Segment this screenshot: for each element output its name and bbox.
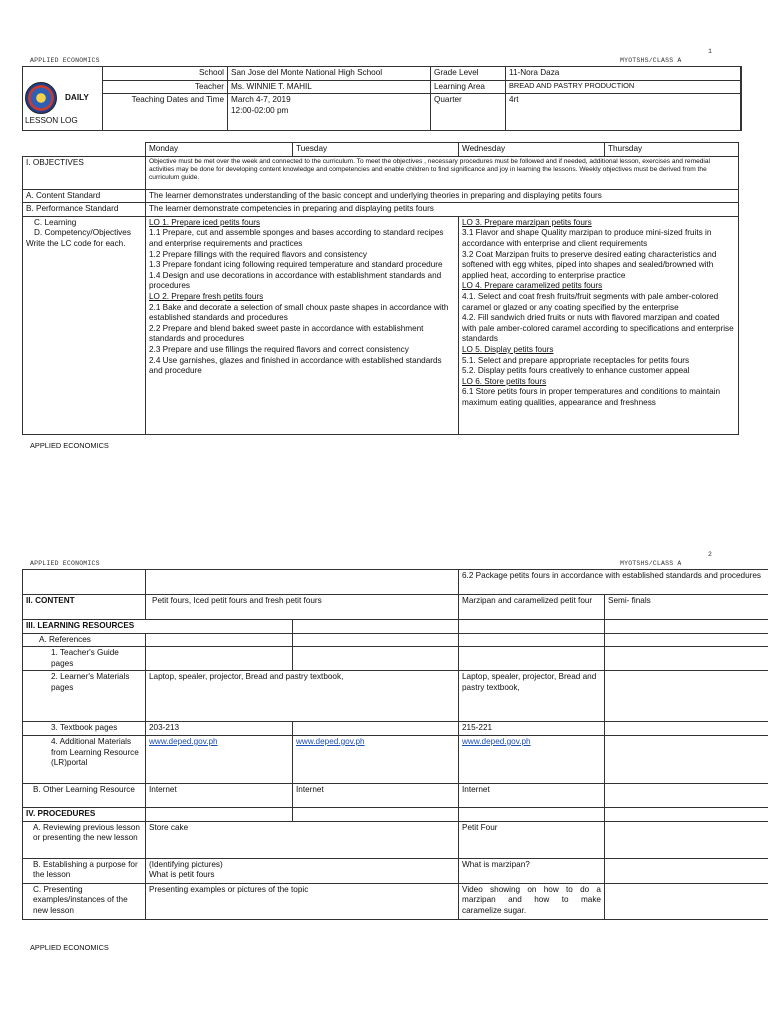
performance-standard-text: The learner demonstrate competencies in preparing and displaying petits fours [146,203,739,217]
lo-item: 5.1. Select and prepare appropriate receptacles for petits fours [462,355,690,365]
deped-link-tuesday[interactable]: www.deped.gov.ph [296,736,365,746]
lo-item: 2.4 Use garnishes, glazes and finished in accordance with established standards and procedure [149,355,442,376]
day-monday: Monday [146,143,293,157]
learners-materials-wednesday: Laptop, spealer, projector, Bread and pastry textbook, [459,671,605,722]
objectives-table [22,142,739,435]
page-number: 1 [708,48,713,55]
school-seal-icon [25,82,57,114]
quarter-value: 4rt [506,94,741,131]
objectives-text: Objective must be met over the week and connected to the curriculum. To meet the objectives , necessary procedures must be followed and if needed, additional lesson, exercises and remedial activities may be done for developing content knowledge and competencies and enable children to find significance and joy in learning the lessons. Weekly objectives must be derived from the curriculum guide. [146,156,739,189]
lo-heading: LO 1. Prepare iced petits fours [149,217,261,227]
empty-cell [146,570,459,595]
lo-heading: LO 4. Prepare caramelized petits fours [462,281,603,291]
lo-item: 2.2 Prepare and blend baked sweet paste in accordance with establishment standards and procedures [149,323,424,344]
lo-heading: LO 5. Display petits fours [462,344,554,354]
info-table [102,66,741,131]
procedure-c-monday: Presenting examples or pictures of the topic [146,883,459,919]
content-label: II. CONTENT [23,595,146,620]
competency-label: D. Competency/Objectives [34,228,131,238]
day-tuesday: Tuesday [293,143,459,157]
procedure-b-label: B. Establishing a purpose for the lesson [23,858,146,883]
learning-objectives-right [459,216,739,434]
lo-item: 1.4 Design and use decorations in accordance with establishment standards and procedures [149,270,442,291]
school-label: School [103,67,228,81]
deped-link-monday[interactable]: www.deped.gov.ph [149,736,218,746]
lo-heading: LO 3. Prepare marzipan petits fours [462,217,592,227]
page-number: 2 [708,551,713,558]
lo-item: 1.1 Prepare, cut and assemble sponges and bases according to standard recipes and enterprise requirements and practices [149,228,444,248]
learners-materials-monday: Laptop, spealer, projector, Bread and pastry textbook, [146,671,459,722]
learning-resources-label: III. LEARNING RESOURCES [23,620,146,634]
lc-code-label: Write the LC code for each. [26,238,126,248]
content-table [22,569,768,920]
daily-label: DAILY [65,93,89,102]
procedure-c-label: C. Presenting examples/instances of the new lesson [23,883,146,919]
content-wednesday: Marzipan and caramelized petit four [459,595,605,620]
other-resources-wednesday: Internet [459,783,605,807]
lo-item: 4.2. Fill sandwich dried fruits or nuts with flavored marzipan and coated with pale amber-colored caramel according to specifications and enterprise standards [462,313,734,344]
grade-value: 11-Nora Daza [506,67,741,81]
textbook-pages-label: 3. Textbook pages [23,722,146,736]
textbook-pages-wednesday: 215-221 [459,722,605,736]
other-resources-label: B. Other Learning Resource [23,783,146,807]
procedure-a-label: A. Reviewing previous lesson or presenting the new lesson [23,821,146,858]
lo-heading: LO 2. Prepare fresh petits fours [149,291,264,301]
days-corner [23,143,146,157]
carry-over-text: 6.2 Package petits fours in accordance with established standards and procedures [459,570,768,595]
content-monday: Petit fours, Iced petit fours and fresh petit fours [146,595,459,620]
time-line: 12:00-02:00 pm [231,105,289,115]
lo-heading: LO 6. Store petits fours [462,376,547,386]
procedures-label: IV. PROCEDURES [23,807,146,821]
deped-link-wednesday[interactable]: www.deped.gov.ph [462,736,531,746]
lo-item: 1.2 Prepare fillings with the required flavors and consistency [149,249,367,259]
empty-cell [23,570,146,595]
other-resources-monday: Internet [146,783,293,807]
dates-value [228,94,431,131]
learning-label: C. Learning [34,217,77,227]
procedure-c-wednesday: Video showing on how to do a marzipan and how to make caramelize sugar. [459,883,605,919]
grade-label: Grade Level [431,67,506,81]
day-thursday: Thursday [605,143,739,157]
procedure-b-monday [146,858,459,883]
teachers-guide-label: 1. Teacher's Guide pages [23,647,146,671]
lo-item: 6.1 Store petits fours in proper temperatures and conditions to maintain maximum eating qualities, appearance and freshness [462,387,721,407]
area-label: Learning Area [431,80,506,94]
procedure-a-monday: Store cake [146,821,459,858]
header-right: MYOTSHS/CLASS A [620,57,682,64]
learning-objectives-left [146,216,459,434]
teacher-value: Ms. WINNIE T. MAHIL [228,80,431,94]
additional-materials-label: 4. Additional Materials from Learning Resource (LR)portal [23,735,146,783]
header-left: APPLIED ECONOMICS [30,560,100,567]
quarter-label: Quarter [431,94,506,131]
other-resources-tuesday: Internet [293,783,459,807]
day-wednesday: Wednesday [459,143,605,157]
lo-item: 5.2. Display petits fours creatively to enhance customer appeal [462,366,690,376]
procedure-a-wednesday: Petit Four [459,821,605,858]
procedure-b-line-1: (Identifying pictures) [149,859,223,869]
content-thursday: Semi- finals [605,595,768,620]
area-value: BREAD AND PASTRY PRODUCTION [506,80,741,94]
teacher-label: Teacher [103,80,228,94]
content-standard-text: The learner demonstrates understanding of the basic concept and underlying theories in preparing and displaying petits fours [146,189,739,203]
learners-materials-label: 2. Learner's Materials pages [23,671,146,722]
school-value: San Jose del Monte National High School [228,67,431,81]
performance-standard-label: B. Performance Standard [23,203,146,217]
lo-item: 2.1 Bake and decorate a selection of small choux paste shapes in accordance with established standards and procedures [149,302,449,323]
dates-line: March 4-7, 2019 [231,95,291,105]
textbook-pages-monday: 203-213 [146,722,293,736]
content-standard-label: A. Content Standard [23,189,146,203]
lo-item: 4.1. Select and coat fresh fruits/fruit segments with pale amber-colored caramel or glazed or any coating specified by the enterprise [462,291,719,312]
lesson-log-label: LESSON LOG [25,116,78,125]
procedure-b-line-2: What is petit fours [149,870,215,880]
lo-item: 3.1 Flavor and shape Quality marzipan to produce mini-sized fruits in accordance with enterprise and client requirements [462,228,712,248]
lo-item: 2.3 Prepare and use fillings the required flavors and correct consistency [149,344,409,354]
header-left: APPLIED ECONOMICS [30,57,100,64]
footer-page1: APPLIED ECONOMICS [30,441,109,450]
header-right: MYOTSHS/CLASS A [620,560,682,567]
objectives-label: I. OBJECTIVES [23,156,146,189]
footer-page2: APPLIED ECONOMICS [30,943,109,952]
procedure-b-wednesday: What is marzipan? [459,858,605,883]
dates-label: Teaching Dates and Time [103,94,228,131]
references-label: A. References [23,633,146,647]
lo-item: 3.2 Coat Marzipan fruits to preserve desired eating characteristics and softened with egg whites, piped into shapes and sealed/browned with applied heat, according to enterprise practice [462,249,717,280]
learning-competency-label [23,216,146,434]
lo-item: 1.3 Prepare fondant icing following required temperature and standard procedure [149,260,443,270]
